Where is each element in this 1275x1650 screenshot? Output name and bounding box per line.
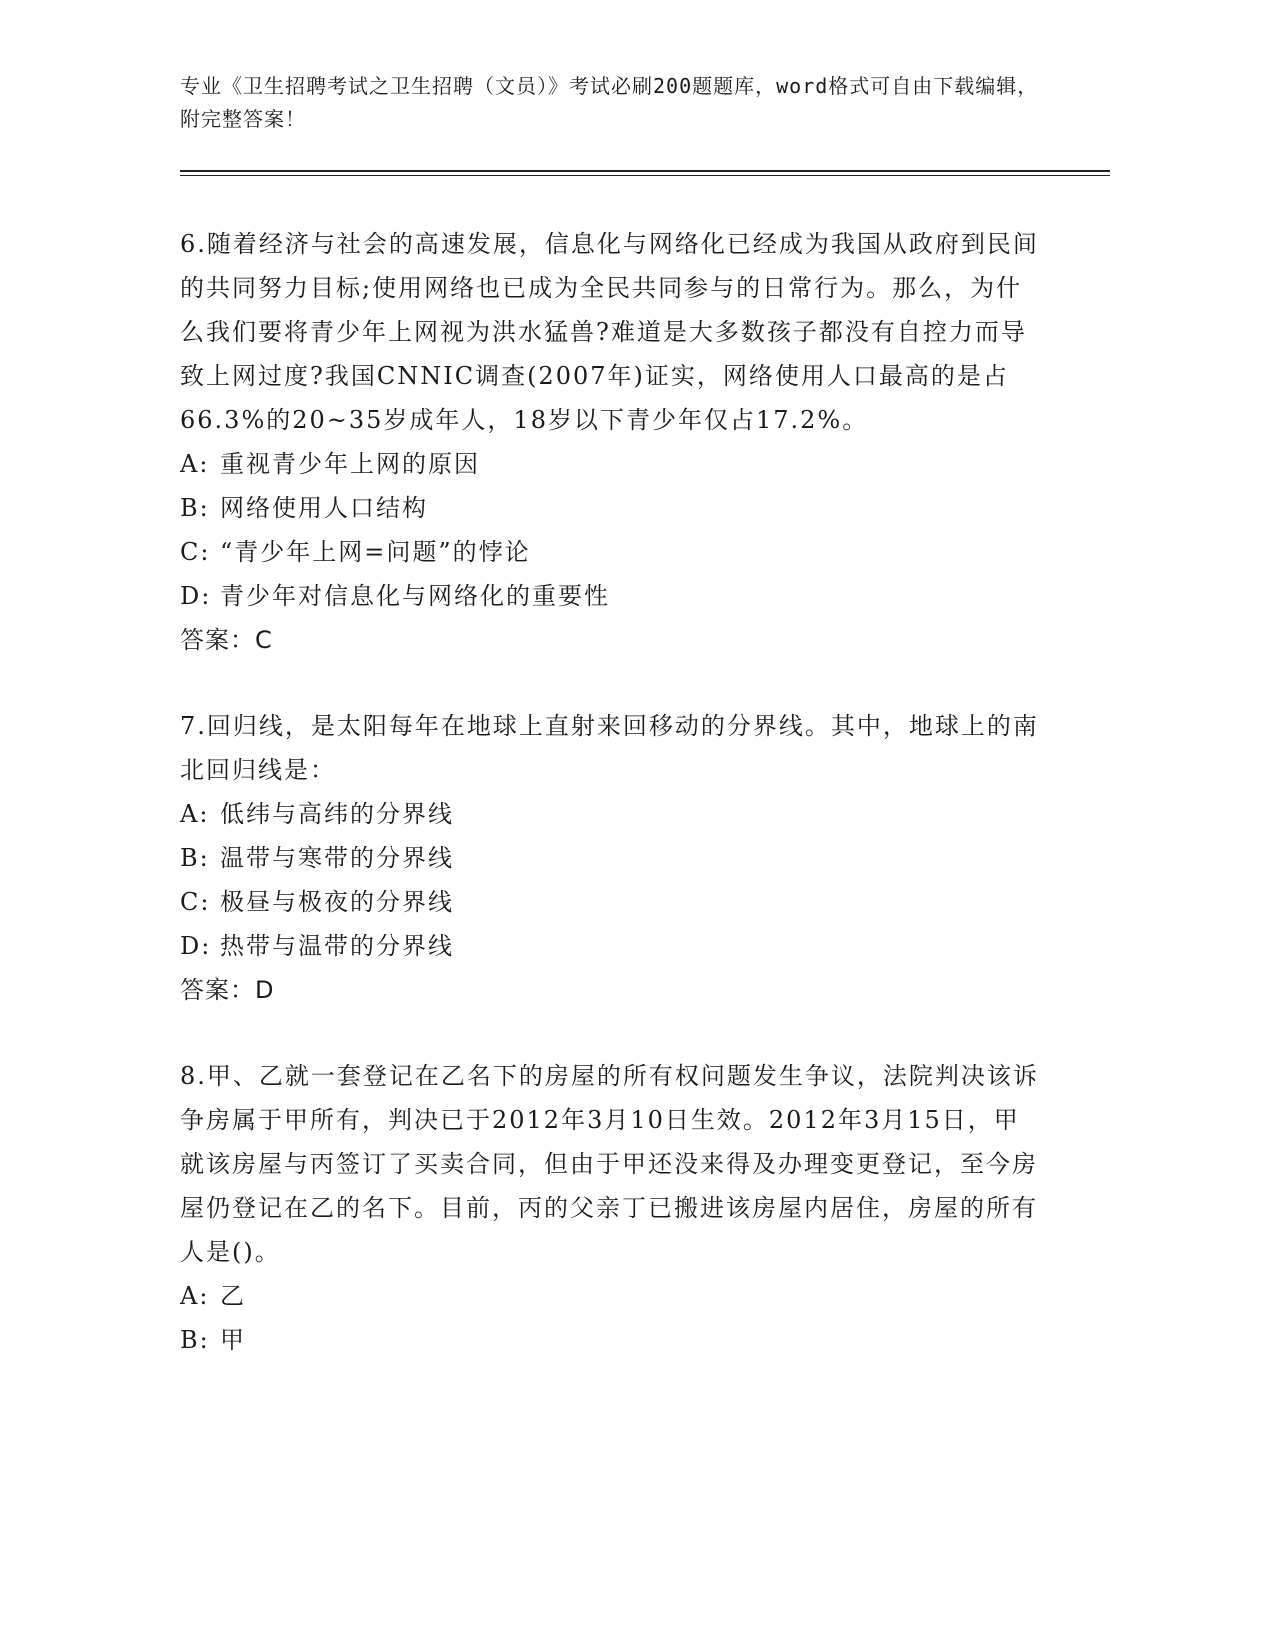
- question-stem: 6.随着经济与社会的高速发展，信息化与网络化已经成为我国从政府到民间的共同努力目标;使用网络也已成为全民共同参与的日常行为。那么，为什么我们要将青少年上网视为洪水猛兽?难道是大多数孩子都没有自控力而导致上网过度?我国CNNIC调查(2007年)证实，网络使用人口最高的是占66.3%的20~35岁成年人，18岁以下青少年仅占17.2%。: [180, 230, 1039, 434]
- option-text: 乙: [220, 1282, 246, 1310]
- option-text: 温带与寒带的分界线: [220, 844, 454, 872]
- option-b: [180, 1318, 1110, 1362]
- option-d: [180, 574, 1110, 618]
- question-list: [180, 222, 1110, 1362]
- option-text: 热带与温带的分界线: [220, 932, 454, 960]
- option-text: 网络使用人口结构: [220, 494, 428, 522]
- option-letter: D:: [180, 582, 212, 610]
- answer-line: 答案：C: [180, 626, 273, 654]
- document-page: [180, 70, 1110, 1404]
- question-stem: 8.甲、乙就一套登记在乙名下的房屋的所有权问题发生争议，法院判决该诉争房属于甲所有，判决已于2012年3月10日生效。2012年3月15日，甲就该房屋与丙签订了买卖合同，但由于甲还没来得及办理变更登记，至今房屋仍登记在乙的名下。目前，丙的父亲丁已搬进该房屋内居住，房屋的所有人是()。: [180, 1062, 1039, 1266]
- question-6: [180, 222, 1110, 662]
- option-letter: A:: [180, 450, 210, 478]
- option-a: [180, 1274, 1110, 1318]
- option-b: [180, 486, 1110, 530]
- option-letter: B:: [180, 844, 210, 872]
- option-text: 低纬与高纬的分界线: [220, 800, 454, 828]
- option-a: [180, 442, 1110, 486]
- document-header: 专业《卫生招聘考试之卫生招聘（文员）》考试必刷200题题库，word格式可自由下载编辑，附完整答案！: [180, 74, 1039, 131]
- option-a: [180, 792, 1110, 836]
- option-letter: A:: [180, 1282, 210, 1310]
- option-c: [180, 880, 1110, 924]
- option-d: [180, 924, 1110, 968]
- option-text: 极昼与极夜的分界线: [220, 888, 454, 916]
- option-text: 重视青少年上网的原因: [220, 450, 480, 478]
- option-text: “青少年上网=问题”的悖论: [220, 538, 531, 566]
- option-letter: C:: [180, 538, 211, 566]
- option-letter: C:: [180, 888, 211, 916]
- option-b: [180, 836, 1110, 880]
- option-letter: B:: [180, 1326, 210, 1354]
- option-c: [180, 530, 1110, 574]
- question-stem: 7.回归线，是太阳每年在地球上直射来回移动的分界线。其中，地球上的南北回归线是：: [180, 712, 1039, 784]
- option-letter: D:: [180, 932, 212, 960]
- option-text: 青少年对信息化与网络化的重要性: [220, 582, 610, 610]
- answer-line: 答案：D: [180, 976, 275, 1004]
- question-8: [180, 1054, 1110, 1362]
- header-divider: [180, 170, 1110, 172]
- option-text: 甲: [220, 1326, 246, 1354]
- option-letter: B:: [180, 494, 210, 522]
- option-letter: A:: [180, 800, 210, 828]
- question-7: [180, 704, 1110, 1012]
